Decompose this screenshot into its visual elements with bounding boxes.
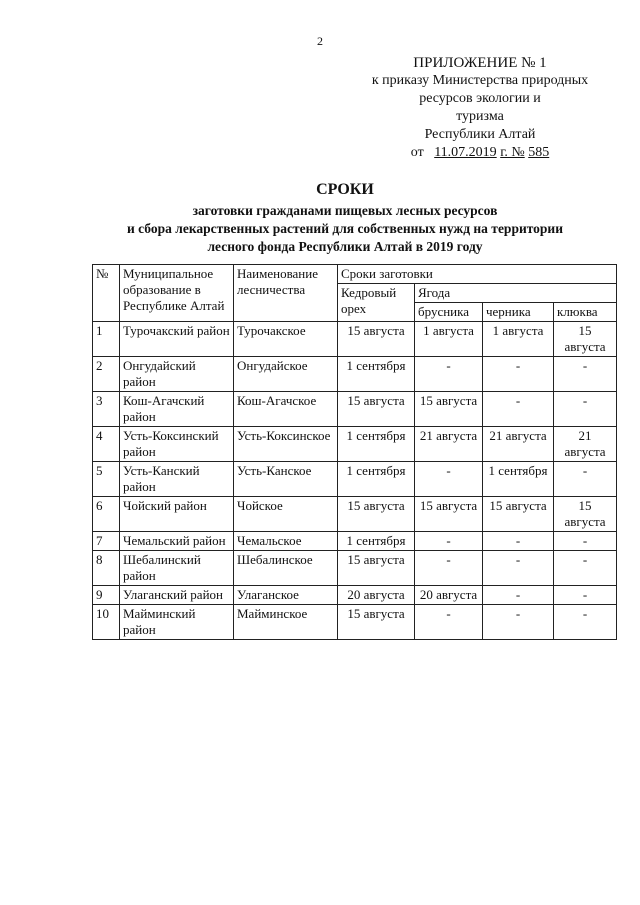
- cell-forestry: Шебалинское: [234, 551, 338, 586]
- header-cedar: Кедровый орех: [338, 284, 415, 322]
- cell-blueberry: -: [483, 532, 554, 551]
- order-date: 11.07.2019: [434, 145, 497, 160]
- cell-lingonberry: -: [415, 551, 483, 586]
- appendix-line: туризма: [456, 109, 504, 124]
- cell-num: 4: [93, 427, 120, 462]
- cell-blueberry: 21 августа: [483, 427, 554, 462]
- cell-blueberry: 1 августа: [483, 322, 554, 357]
- cell-forestry: Усть-Коксинское: [234, 427, 338, 462]
- cell-cranberry: -: [554, 586, 617, 605]
- cell-blueberry: 1 сентября: [483, 462, 554, 497]
- cell-lingonberry: 15 августа: [415, 497, 483, 532]
- cell-lingonberry: -: [415, 357, 483, 392]
- cell-municipality: Онгудайский район: [120, 357, 234, 392]
- table-row: [93, 322, 617, 357]
- cell-blueberry: -: [483, 357, 554, 392]
- table-row: [93, 357, 617, 392]
- cell-num: 7: [93, 532, 120, 551]
- header-berry: Ягода: [415, 284, 617, 303]
- cell-num: 5: [93, 462, 120, 497]
- appendix-title: ПРИЛОЖЕНИЕ № 1: [413, 55, 547, 71]
- cell-num: 6: [93, 497, 120, 532]
- cell-forestry: Усть-Канское: [234, 462, 338, 497]
- appendix-line: к приказу Министерства природных: [371, 73, 589, 88]
- cell-cedar: 1 сентября: [338, 357, 415, 392]
- cell-blueberry: -: [483, 392, 554, 427]
- appendix-line: Республики Алтай: [424, 127, 536, 142]
- cell-forestry: Онгудайское: [234, 357, 338, 392]
- cell-forestry: Майминское: [234, 605, 338, 640]
- cell-forestry: Чемальское: [234, 532, 338, 551]
- table-row: [93, 605, 617, 640]
- table-row: [93, 497, 617, 532]
- appendix-date-line: [330, 144, 630, 162]
- cell-num: 10: [93, 605, 120, 640]
- header-cranberry: клюква: [554, 303, 617, 322]
- cell-cedar: 15 августа: [338, 551, 415, 586]
- cell-cedar: 15 августа: [338, 497, 415, 532]
- cell-municipality: Усть-Канский район: [120, 462, 234, 497]
- header-terms: Сроки заготовки: [338, 265, 617, 284]
- cell-cranberry: -: [554, 551, 617, 586]
- date-suffix: г. №: [500, 145, 525, 160]
- table-row: [93, 551, 617, 586]
- header-num: №: [93, 265, 120, 322]
- cell-num: 9: [93, 586, 120, 605]
- cell-lingonberry: -: [415, 605, 483, 640]
- cell-num: 2: [93, 357, 120, 392]
- cell-cedar: 1 сентября: [338, 462, 415, 497]
- heading-line: лесного фонда Республики Алтай в 2019 году: [207, 239, 483, 254]
- cell-lingonberry: 21 августа: [415, 427, 483, 462]
- header-forestry: Наименование лесничества: [234, 265, 338, 322]
- cell-blueberry: -: [483, 586, 554, 605]
- cell-municipality: Кош-Агачский район: [120, 392, 234, 427]
- table-row: [93, 462, 617, 497]
- table-row: [93, 586, 617, 605]
- cell-municipality: Чойский район: [120, 497, 234, 532]
- cell-cranberry: -: [554, 462, 617, 497]
- header-blueberry: черника: [483, 303, 554, 322]
- cell-cranberry: 15 августа: [554, 322, 617, 357]
- cell-cedar: 1 сентября: [338, 427, 415, 462]
- cell-num: 8: [93, 551, 120, 586]
- cell-forestry: Турочакское: [234, 322, 338, 357]
- cell-lingonberry: -: [415, 462, 483, 497]
- table-row: [93, 427, 617, 462]
- cell-municipality: Турочакский район: [120, 322, 234, 357]
- cell-num: 1: [93, 322, 120, 357]
- cell-municipality: Усть-Коксинский район: [120, 427, 234, 462]
- cell-municipality: Улаганский район: [120, 586, 234, 605]
- cell-lingonberry: 1 августа: [415, 322, 483, 357]
- order-number: 585: [528, 145, 550, 160]
- cell-cranberry: -: [554, 605, 617, 640]
- table-row: [93, 532, 617, 551]
- header-municipality: Муниципальное образование в Республике Алтай: [120, 265, 234, 322]
- page-number: 2: [317, 34, 323, 48]
- cell-cranberry: 15 августа: [554, 497, 617, 532]
- cell-num: 3: [93, 392, 120, 427]
- cell-cranberry: -: [554, 392, 617, 427]
- cell-lingonberry: 15 августа: [415, 392, 483, 427]
- heading-line: заготовки гражданами пищевых лесных ресурсов: [192, 203, 498, 218]
- cell-blueberry: -: [483, 605, 554, 640]
- appendix-block: [330, 54, 630, 162]
- document-heading: [60, 180, 630, 256]
- cell-forestry: Улаганское: [234, 586, 338, 605]
- heading-line: и сбора лекарственных растений для собственных нужд на территории: [126, 221, 563, 236]
- cell-lingonberry: 20 августа: [415, 586, 483, 605]
- cell-blueberry: 15 августа: [483, 497, 554, 532]
- cell-municipality: Чемальский район: [120, 532, 234, 551]
- cell-cedar: 15 августа: [338, 605, 415, 640]
- date-prefix: от: [410, 145, 424, 160]
- cell-cedar: 15 августа: [338, 322, 415, 357]
- cell-cranberry: 21 августа: [554, 427, 617, 462]
- cell-forestry: Чойское: [234, 497, 338, 532]
- cell-municipality: Майминский район: [120, 605, 234, 640]
- cell-cedar: 20 августа: [338, 586, 415, 605]
- cell-cranberry: -: [554, 532, 617, 551]
- heading-title: СРОКИ: [316, 181, 374, 198]
- appendix-line: ресурсов экологии и: [419, 91, 541, 106]
- cell-cedar: 15 августа: [338, 392, 415, 427]
- header-lingonberry: брусника: [415, 303, 483, 322]
- cell-forestry: Кош-Агачское: [234, 392, 338, 427]
- cell-lingonberry: -: [415, 532, 483, 551]
- cell-municipality: Шебалинский район: [120, 551, 234, 586]
- table-row: [93, 392, 617, 427]
- cell-cedar: 1 сентября: [338, 532, 415, 551]
- cell-blueberry: -: [483, 551, 554, 586]
- cell-cranberry: -: [554, 357, 617, 392]
- harvest-terms-table: [92, 264, 617, 640]
- header-row: [93, 265, 617, 284]
